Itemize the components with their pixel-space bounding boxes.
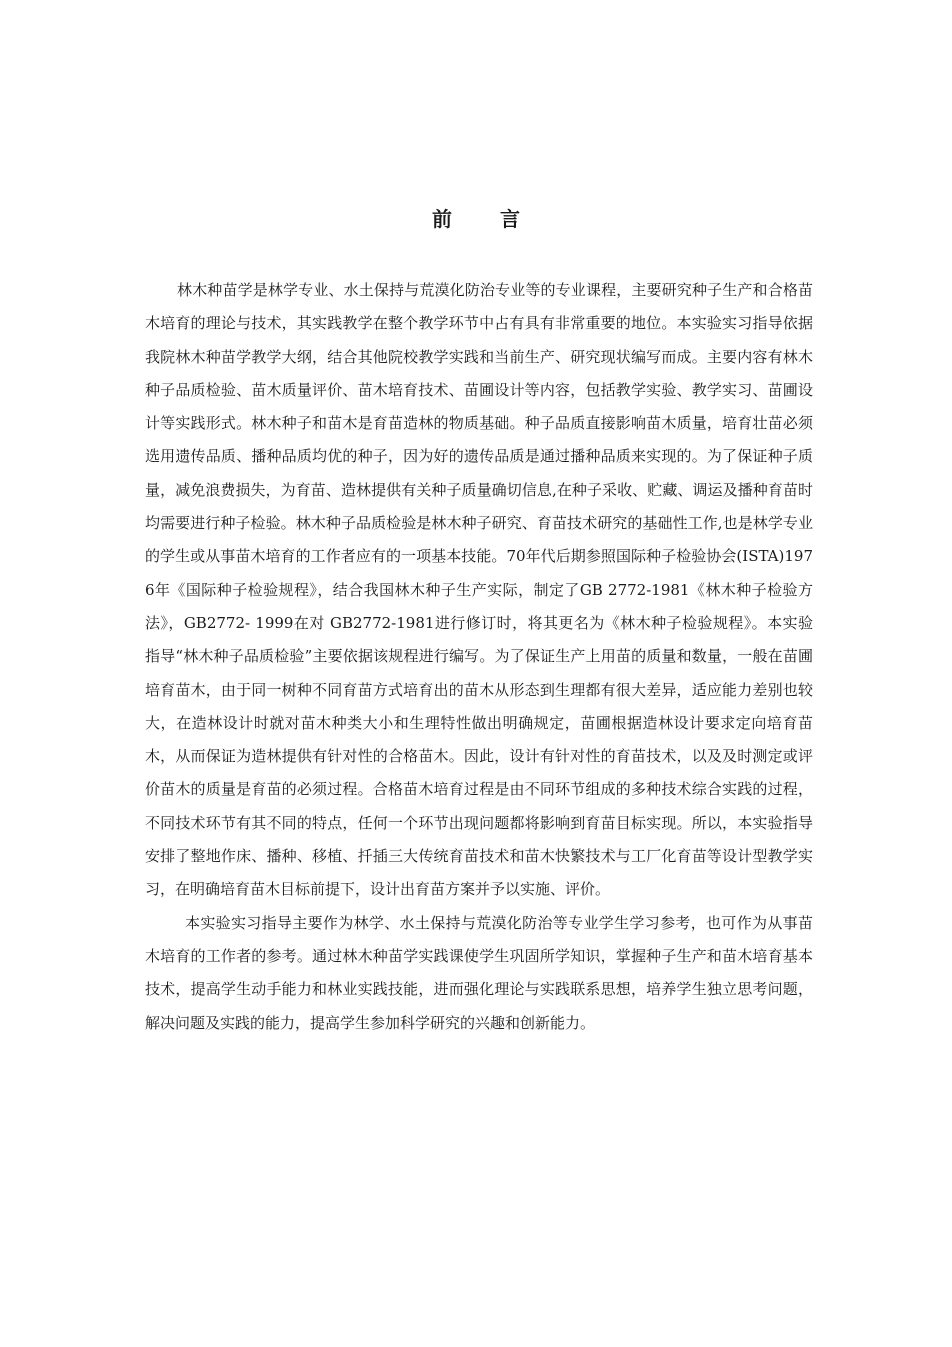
paragraph-2: 本实验实习指导主要作为林学、水土保持与荒漠化防治等专业学生学习参考，也可作为从事苗木培育的工作者的参考。通过林木种苗学实践课使学生巩固所学知识，掌握种子生产和苗木培育基本技术，提高学生动手能力和林业实践技能，进而强化理论与实践联系思想，培养学生独立思考问题，解决问题及实践的能力，提高学生参加科学研究的兴趣和创新能力。 xyxy=(145,913,813,1032)
paragraph-1: 林木种苗学是林学专业、水土保持与荒漠化防治专业等的专业课程，主要研究种子生产和合格苗木培育的理论与技术，其实践教学在整个教学环节中占有具有非常重要的地位。本实验实习指导依据我院林木种苗学教学大纲，结合其他院校教学实践和当前生产、研究现状编写而成。主要内容有林木种子品质检验、苗木质量评价、苗木培育技术、苗圃设计等内容，包括教学实验、教学实习、苗圃设计等实践形式。林木种子和苗木是育苗造林的物质基础。种子品质直接影响苗木质量，培育壮苗必须选用遗传品质、播种品质均优的种子，因为好的遗传品质是通过播种品质来实现的。为了保证种子质量，减免浪费损失，为育苗、造林提供有关种子质量确切信息,在种子采收、贮藏、调运及播种育苗时均需要进行种子检验。林木种子品质检验是林木种子研究、育苗技术研究的基础性工作,也是林学专业的学生或从事苗木培育的工作者应有的一项基本技能。70年代后期参照国际种子检验协会(ISTA)1976年《国际种子检验规程》，结合我国林木种子生产实际，制定了GB 2772-1981《林木种子检验方法》，GB2772- 1999在对 GB2772-1981进行修订时，将其更名为《林木种子检验规程》。本实验指导“林木种子品质检验”主要依据该规程进行编写。为了保证生产上用苗的质量和数量，一般在苗圃培育苗木，由于同一树种不同育苗方式培育出的苗木从形态到生理都有很大差异，适应能力差别也较大，在造林设计时就对苗木种类大小和生理特性做出明确规定，苗圃根据造林设计要求定向培育苗木，从而保证为造林提供有针对性的合格苗木。因此，设计有针对性的育苗技术，以及及时测定或评价苗木的质量是育苗的必须过程。合格苗木培育过程是由不同环节组成的多种技术综合实践的过程，不同技术环节有其不同的特点，任何一个环节出现问题都将影响到育苗目标实现。所以，本实验指导安排了整地作床、播种、移植、扦插三大传统育苗技术和苗木快繁技术与工厂化育苗等设计型教学实习，在明确培育苗木目标前提下，设计出育苗方案并予以实施、评价。 xyxy=(145,281,813,899)
page-title: 前言 xyxy=(432,207,568,231)
body-text xyxy=(145,274,813,1040)
